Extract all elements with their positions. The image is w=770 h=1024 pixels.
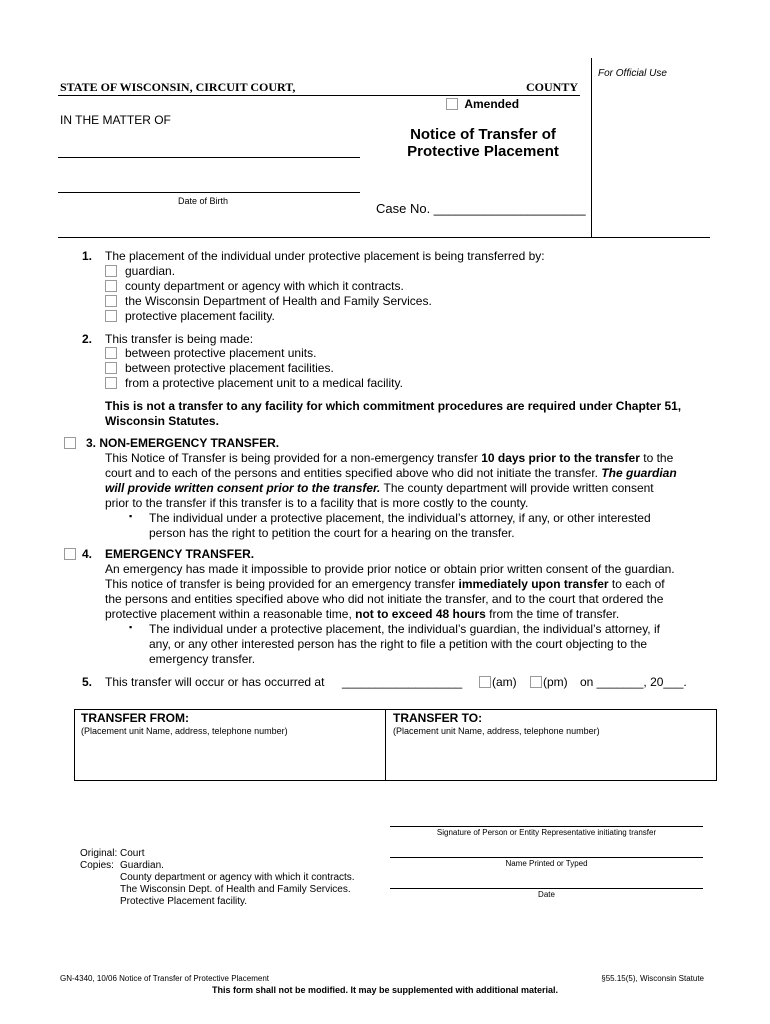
am-label: (am) [492, 675, 517, 689]
date-label: Date [538, 890, 555, 899]
guardian-checkbox[interactable] [105, 265, 117, 277]
court-line [58, 95, 580, 96]
dob-label: Date of Birth [178, 196, 229, 206]
option-to-medical-facility: from a protective placement unit to a medical facility. [125, 376, 403, 390]
form-id: GN-4340, 10/06 Notice of Transfer of Protective Placement [60, 974, 269, 983]
amended-checkbox[interactable] [446, 98, 458, 110]
distribution-original: Original: Court [80, 848, 145, 859]
section-3-line-2 [105, 466, 677, 480]
s4-text: to each of [608, 577, 665, 591]
copy-recipient: The Wisconsin Dept. of Health and Family Services. [120, 884, 351, 895]
ten-days-emphasis: 10 days prior to the transfer [481, 451, 640, 465]
option-wi-dhfs: the Wisconsin Department of Health and Family Services. [125, 294, 432, 308]
s3-text: The county department will provide written consent [380, 481, 654, 495]
placement-facility-checkbox[interactable] [105, 310, 117, 322]
transfer-time-field[interactable]: __________________ [342, 675, 463, 689]
page-title [380, 126, 586, 160]
section-2-number: 2. [82, 332, 93, 346]
statute-reference: §55.15(5), Wisconsin Statute [601, 974, 704, 983]
s4-text: protective placement within a reasonable time, [105, 607, 356, 621]
between-facilities-checkbox[interactable] [105, 362, 117, 374]
transfer-from-sublabel: (Placement unit Name, address, telephone number) [81, 726, 288, 736]
section-1-number: 1. [82, 249, 93, 263]
county-department-checkbox[interactable] [105, 280, 117, 292]
in-the-matter-of: IN THE MATTER OF [60, 113, 171, 127]
title-line-1: Notice of Transfer of [410, 126, 556, 143]
s4-text: from the time of transfer. [485, 607, 620, 621]
header-bottom-rule [58, 237, 710, 238]
signature-label: Signature of Person or Entity Representative initiating transfer [436, 828, 657, 837]
section-4-line-3: the persons and entities specified above who did not initiate the transfer, and to the court that ordered the [105, 592, 664, 606]
option-county-department: county department or agency with which it contracts. [125, 279, 404, 293]
transfer-to-sublabel: (Placement unit Name, address, telephone number) [393, 726, 600, 736]
chapter-51-note-line-2: Wisconsin Statutes. [105, 414, 219, 428]
signature-line[interactable] [390, 826, 703, 827]
footer-notice: This form shall not be modified. It may be supplemented with additional material. [211, 985, 559, 995]
printed-name-label: Name Printed or Typed [505, 859, 588, 868]
matter-name-line[interactable] [58, 157, 360, 158]
pm-checkbox[interactable] [530, 676, 542, 688]
transfer-table-divider [385, 709, 386, 781]
guardian-emphasis: The guardian [601, 466, 677, 480]
wi-dhfs-checkbox[interactable] [105, 295, 117, 307]
immediately-emphasis: immediately upon transfer [458, 577, 609, 591]
section-5-number: 5. [82, 675, 93, 689]
dob-line[interactable] [58, 192, 360, 193]
option-between-facilities: between protective placement facilities. [125, 361, 334, 375]
section-4-line-4 [105, 607, 619, 621]
date-line[interactable] [390, 888, 703, 889]
transfer-date-field[interactable]: on _______, 20___. [580, 675, 687, 689]
copy-recipient: Guardian. [120, 860, 164, 871]
distribution-copies-label: Copies: [80, 860, 114, 871]
non-emergency-checkbox[interactable] [64, 437, 76, 449]
consent-emphasis: will provide written consent prior to the transfer. [105, 481, 381, 495]
transfer-to-label: TRANSFER TO: [393, 711, 483, 725]
section-3-line-3 [105, 481, 654, 495]
section-1-intro: The placement of the individual under protective placement is being transferred by: [105, 249, 545, 263]
s3-text: court and to each of the persons and entities specified above who did not initiate the transfer. [105, 466, 602, 480]
am-checkbox[interactable] [479, 676, 491, 688]
printed-name-line[interactable] [390, 857, 703, 858]
transfer-from-label: TRANSFER FROM: [81, 711, 189, 725]
title-line-2: Protective Placement [407, 143, 559, 160]
transfer-to-field[interactable] [388, 740, 714, 778]
copy-recipient: Protective Placement facility. [120, 896, 248, 907]
case-number-field[interactable]: Case No. _____________________ [376, 201, 586, 216]
to-medical-facility-checkbox[interactable] [105, 377, 117, 389]
48-hours-emphasis: not to exceed 48 hours [355, 607, 486, 621]
official-use-divider [591, 58, 592, 238]
section-3-bullet-line-2: person has the right to petition the court for a hearing on the transfer. [149, 526, 515, 540]
section-4-number: 4. [82, 547, 93, 561]
amended-label: Amended [464, 97, 520, 111]
section-3-bullet-line-1: The individual under a protective placement, the individual’s attorney, if any, or other interested [149, 511, 651, 525]
s3-text: to the [639, 451, 674, 465]
pm-label: (pm) [543, 675, 568, 689]
option-placement-facility: protective placement facility. [125, 309, 275, 323]
option-guardian: guardian. [125, 264, 176, 278]
bullet-icon: ▪ [129, 622, 133, 632]
section-4-heading: EMERGENCY TRANSFER. [105, 547, 255, 561]
section-4-bullet-line-3: emergency transfer. [149, 652, 256, 666]
section-4-bullet-line-1: The individual under a protective placement, the individual’s guardian, the individual’s attorney, if [149, 622, 660, 636]
bullet-icon: ▪ [129, 511, 133, 521]
option-between-units: between protective placement units. [125, 346, 317, 360]
section-5-text: This transfer will occur or has occurred at [105, 675, 325, 689]
section-2-intro: This transfer is being made: [105, 332, 254, 346]
court-name: STATE OF WISCONSIN, CIRCUIT COURT, [60, 80, 296, 94]
transfer-from-field[interactable] [76, 740, 382, 778]
section-4-bullet-line-2: any, or any other interested person has the right to file a petition with the court objecting to the [149, 637, 648, 651]
official-use-label: For Official Use [598, 68, 667, 79]
section-3-line-4: prior to the transfer if this transfer is to a facility that is more costly to the county. [105, 496, 529, 510]
between-units-checkbox[interactable] [105, 347, 117, 359]
section-4-line-1: An emergency has made it impossible to provide prior notice or obtain prior written consent of the guardian. [105, 562, 675, 576]
copy-recipient: County department or agency with which it contracts. [120, 872, 355, 883]
section-4-line-2 [105, 577, 665, 591]
s3-text: This Notice of Transfer is being provided for a non-emergency transfer [105, 451, 482, 465]
county-label: COUNTY [526, 80, 579, 94]
s4-text: This notice of transfer is being provided for an emergency transfer [105, 577, 459, 591]
emergency-checkbox[interactable] [64, 548, 76, 560]
chapter-51-note-line-1: This is not a transfer to any facility for which commitment procedures are required under Chapter 51, [105, 399, 682, 413]
section-3-heading: 3. NON-EMERGENCY TRANSFER. [86, 436, 280, 450]
section-3-line-1 [105, 451, 673, 465]
